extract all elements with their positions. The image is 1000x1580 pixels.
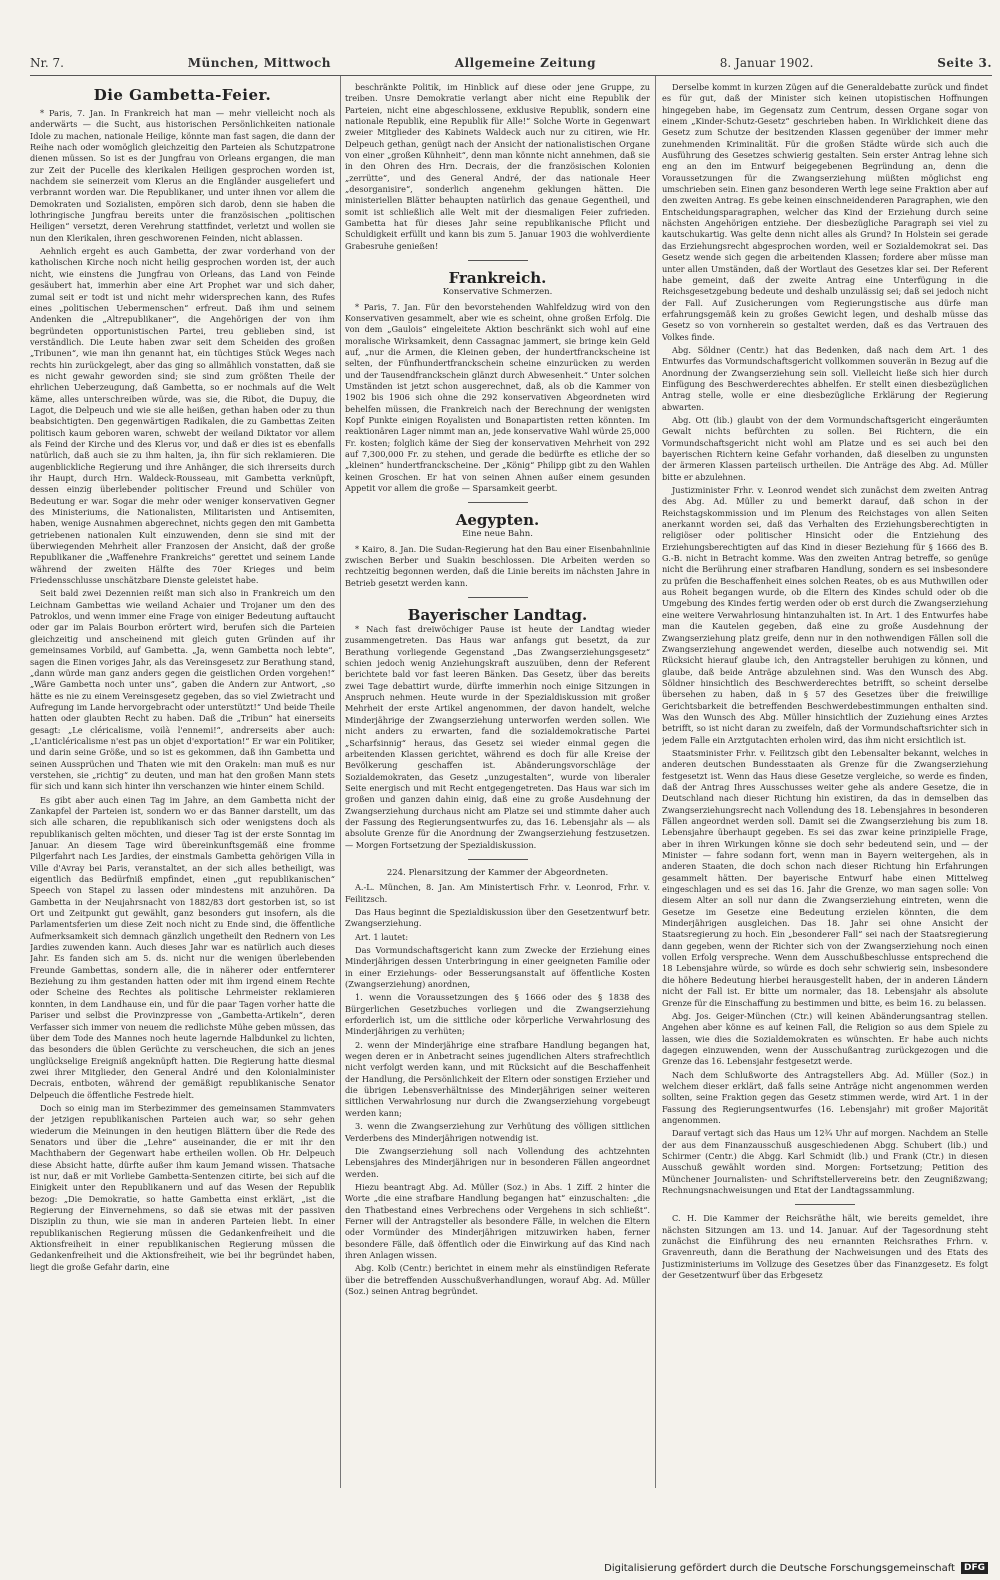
paragraph: Abg. Söldner (Centr.) hat das Bedenken, daß nach dem Art. 1 des Entwurfes das Vormundschaftsgericht vollkommen souverän in Bezug auf die Anordnung der Zwangserziehung sein soll. Vielleicht ließe sich hier durch Einfügung des Beschwerderechtes abhelfen. Er stellt einen diesbezüglichen Antrag stelle, wolle er eine diesbezügliche Erklärung der Regierung abwarten. [662, 344, 988, 412]
paragraph: Das Vormundschaftsgericht kann zum Zwecke der Erziehung eines Minderjährigen dessen Unterbringung in einer geeigneten Familie oder in einer Erziehungs- oder Besserungsanstalt auf öffentliche Kosten (Zwangserziehung) anordnen, [345, 945, 650, 990]
paragraph: Darauf vertagt sich das Haus um 12¾ Uhr auf morgen. Nachdem an Stelle der aus dem Finanzausschuß ausgeschiedenen Abgg. Schubert (lib.) und Schirmer (Centr.) die Abgg. Karl Schmidt (lib.) und Frank (Ctr.) in diesen Ausschuß gewählt worden sind. Morgen: Fortsetzung; Petition des Münchener Journalisten- und Schriftstellervereins betr. den Zeugnißzwang; Rechnungsnachweisungen und Etat der Landtagssammlung. [662, 1128, 988, 1195]
dfg-logo: DFG [961, 1562, 988, 1574]
section-title-frankreich: Frankreich. [448, 269, 547, 288]
paragraph: * Nach fast dreiwöchiger Pause ist heute der Landtag wieder zusammengetreten. Das Haus war anfangs gut besetzt, da zur Berathung vorliegende Gegenstand „Das Zwangserziehungsgesetz“ schien jedoch wenig Anziehungskraft auszuüben, denn der Referent berichtete bald vor fast leeren Bänken. Das Gesetz, über das bereits zwei Tage debattirt wurde, dürfte immerhin noch einige Sitzungen in Anspruch nehmen. Heute wurde in der Spezialdiskussion mit großer Mehrheit der erste Artikel angenommen, der davon handelt, welche Minderjährige der Zwangserziehung unterworfen werden sollen. Wie nicht anders zu erwarten, fand die sozialdemokratische Partei „Scharfsinnig“ heraus, das Gesetz sei wieder einmal gegen die arbeitenden Klassen gerichtet, während es doch für alle Kreise der Bevölkerung geschaffen ist. Abänderungsvorschläge der Sozialdemokraten, das Gesetz „unzugestalten“, wurde von liberaler Seite energisch und mit Recht entgegengetreten. Das Haus war sich im großen und ganzen dahin einig, daß eine zu große Ausdehnung der Zwangserziehung durchaus nicht am Platze sei und stimmte daher auch der Fassung des Regierungsentwurfes zu, das 16. Lebensjahr als — als absolute Grenze für die Anordnung der Zwangserziehung festzusetzen. — Morgen Fortsetzung der Spezialdiskussion. [345, 624, 650, 850]
masthead: Allgemeine Zeitung [454, 56, 596, 70]
section-rule [795, 1204, 855, 1205]
paragraph: Seit bald zwei Dezennien reißt man sich also in Frankreich um den Leichnam Gambettas wie weiland Achaier und Trojaner um den des Patroklos, und wenn immer eine Frage von einiger Bedeutung auftaucht oder gar im Palais Bourbon erörtert wird, berufen sich die Parteien gleichzeitig und anscheinend mit gleich guten Gründen auf ihr gemeinsames Vorbild, auf Gambetta. „Ja, wenn Gambetta noch lebte“, sagen die Einen voriges Jahr, als das Vereinsgesetz zur Berathung stand, „dann würde man ganz anders gegen die geistlichen Orden vorgehen!“ „Wäre Gambetta noch unter uns“, gaben die Andern zur Antwort, „so hätte es nie zu einem Vereinsgesetz gegeben, das so viel Zwietracht und Aufregung im Lande hervorgebracht oder unterstützt!“ Und beide Theile hatten oder glaubten Recht zu haben. Daß die „Tribun“ hat einerseits gesagt: „Le cléricalisme, voilà l'ennemi!“, andrerseits aber auch: „L'anticléricalisme n'est pas un objet d'exportation!“ Er war ein Politiker, und darin seine Größe, und so ist es gekommen, daß ihn Gambetta und seinen Aussprüchen und Thaten wie mit den Orakeln: man muß es nur verstehen, sie „richtig“ zu deuten, und man hat den großen Mann stets für sich und kann sich hinter ihn verschanzen wie hinter einem Schild. [30, 588, 335, 792]
paragraph: 3. wenn die Zwangserziehung zur Verhütung des völligen sittlichen Verderbens des Minderjährigen notwendig ist. [345, 1121, 650, 1143]
paragraph: Hiezu beantragt Abg. Ad. Müller (Soz.) in Abs. 1 Ziff. 2 hinter die Worte „die eine strafbare Handlung begangen hat“ einzuschalten: „die den Thatbestand eines Verbrechens oder Vergehens in sich schließt“. Ferner will der Antragsteller als besondere Fälle, in welchen die Eltern oder Vormünder des Minderjährigen mitzuwirken haben, ferner besondere Fälle, daß öffentlich oder die Einwirkung auf das Kind nach ihren Anlagen wissen. [345, 1181, 650, 1260]
paragraph: * Kairo, 8. Jan. Die Sudan-Regierung hat den Bau einer Eisenbahnlinie zwischen Berber und Suakin beschlossen. Die Arbeiten werden so rechtzeitig begonnen werden, daß die Linie bereits im nächsten Jahre in Betrieb gesetzt werden kann. [345, 543, 650, 588]
paragraph: Es gibt aber auch einen Tag im Jahre, an dem Gambetta nicht der Zankapfel der Parteien ist, sondern wo er das Banner darstellt, um das sich alle scharen, die republikanisch sich oder wenigstens doch als republikanisch gelten möchten, und dieser Tag ist der erste Sonntag im Januar. An diesem Tage wird übereinkunftsgemäß eine fromme Pilgerfahrt nach Les Jardies, der einstmals Gambetta gehörigen Villa in Ville d'Avray bei Paris, veranstaltet, an der sich alles betheiligt, was eigentlich das Bedürfniß empfindet, einen „gut republikanischen“ Speech von Stapel zu lassen oder mindestens mit anzuhören. Da Gambetta in der Neujahrsnacht von 1882/83 dort gestorben ist, so ist Ort und Zeitpunkt gut gewählt, ganz besonders gut insofern, als die Parlamentsferien um diese Zeit noch nicht zu Ende sind, die öffentliche Aufmerksamkeit sich demnach gänzlich ungetheilt den Rednern von Les Jardies zuwenden kann. Auch dieses Jahr war es natürlich auch dieses Jahr. Es fanden sich am 5. ds. nicht nur die wenigen überlebenden Freunde Gambettas, sondern alle, die in näherer oder entfernterer Beziehung zu ihm gestanden hatten oder mit ihm irgend einem Rechte oder Scheine des Rechtes als politische Lehrmeister reklamieren konnten, in dem Landhause ein, und für die paar Tagen vorher hatte die Pariser und selbst die Provinzpresse von „Gambetta-Artikeln“, deren Verfasser sich immer von neuem die redlichste Mühe geben müssen, das über dem Tode des Mannes noch heute lagernde Halbdunkel zu lichten, das besonders die üblen Gerüchte zu verscheuchen, die sich an jenes unglückselige Ereigniß angeknüpft hatten. Die Regierung hatte diesmal zwei ihrer Mitglieder, den General André und den Kolonialminister Decrais, entboten, während der gemäßigt republikanische Senator Delpeuch die öffentliche Festrede hielt. [30, 794, 335, 1100]
paragraph: 2. wenn der Minderjährige eine strafbare Handlung begangen hat, wegen deren er in Anbetracht seines jugendlichen Alters strafrechtlich nicht verfolgt werden kann, und mit Rücksicht auf die Beschaffenheit der Handlung, die Persönlichkeit der Eltern oder sonstigen Erzieher und die übrigen Lebensverhältnisse des Minderjährigen seiner weiteren sittlichen Verwahrlosung nur durch die Zwangserziehung vorgebeugt werden kann; [345, 1039, 650, 1118]
paragraph: Abg. Kolb (Centr.) berichtet in einem mehr als einstündigen Referate über die betreffenden Ausschußverhandlungen, worauf Abg. Ad. Müller (Soz.) seinen Antrag begründet. [345, 1263, 650, 1296]
paragraph: Abg. Jos. Geiger-München (Ctr.) will keinen Abänderungsantrag stellen. Angehen aber könne es auf keinen Fall, die Religion so aus dem Spiele zu lassen, wie dies die Sozialdemokraten es wünschten. Er habe auch nichts dagegen einzuwenden, wenn der Ausschußantrag zurückgezogen und die Grenze das 16. Lebensjahr festgesetzt werde. [662, 1010, 988, 1067]
paragraph: Justizminister Frhr. v. Leonrod wendet sich zunächst dem zweiten Antrag des Abg. Ad. Müller zu und bemerkt darauf, daß schon in der Reichstagskommission und im Plenum des Reichstages von allen Seiten anerkannt worden sei, daß das Verhalten des Erziehungsberechtigten in religiöser oder politischer Hinsicht oder die Entziehung des Erziehungsberechtigten auf das Kind in dieser Beziehung für § 1666 des B. G.-B. nicht in Betracht komme. Was den zweiten Antrag betreffe, so genüge nicht die Berührung einer strafbaren Handlung, sondern es sei insbesondere zu prüfen die Beschaffenheit eines solchen Reates, ob es aus Muthwillen oder aus Roheit begangen wurde, ob die Eltern des Kindes schuld oder ob die Umgebung des Kindes fertig werden oder ob erst durch die Zwangserziehung eine weitere Verwahrlosung hintanzuhalten ist. In Art. 1 des Entwurfes habe man die Kautelen gegeben, daß eine zu große Ausdehnung der Zwangserziehung platz greife, denn nur in den nothwendigen Fällen soll die Zwangserziehung angewendet werden, dieselbe auch notwendig sei. Mit Rücksicht hierauf glaube ich, den Antragsteller beruhigen zu können, und glaube, daß beide Anträge abzulehnen sind. Was den Wunsch des Abg. Söldner hinsichtlich des Beschwerderechtes betrifft, so scheint derselbe übersehen zu haben, daß in § 57 des Gesetzes über die freiwillige Gerichtsbarkeit die betreffenden Beschwerdebestimmungen enthalten sind. Was den Wunsch des Abg. Müller hinsichtlich der Zuziehung eines Arztes betrifft, so ist nicht daran zu zweifeln, daß der Vormundschaftsrichter sich in jedem Falle ein Arztgutachten erholen wird, das ihm nicht ersichtlich ist. [662, 485, 988, 745]
article-title-gambetta: Die Gambetta-Feier. [93, 86, 272, 104]
paragraph: Derselbe kommt in kurzen Zügen auf die Generaldebatte zurück und findet es für gut, daß der Minister sich keinen utopistischen Hoffnungen hingegeben habe, im Gegensatz zum Centrum, dessen Organe sogar von einem „Kinder-Schutz-Gesetz“ geschrieben haben. In Wirklichkeit diene das Gesetz zum Schutze der besitzenden Klassen gegenüber der immer mehr zunehmenden Kriminalität. Für die großen Städte würde sich auch die Ausführung des Gesetzes schwierig gestalten. Sein erster Antrag lehne sich eng an den im Entwurf beigegebenen Begründung an, denn die Voraussetzungen für die Zwangserziehung müßten möglichst eng umschrieben sein. Einen ganz besonderen Werth lege seine Fraktion aber auf den zweiten Antrag. Es gebe keinen einschneidenderen Paragraphen, wie den Entscheidungsparagraphen, welcher das Kind der Erziehung durch seine nächsten Angehörigen entziehe. Der diesbezügliche Paragraph sei viel zu kautschukartig. Was gelte denn nicht alles als Grund? In Holstein sei gerade das Erziehungsrecht abgesprochen worden, weil er Sozialdemokrat sei. Das Gesetz wende sich gegen die arbeitenden Klassen; fordere aber müsse man unter allen Umständen, daß der Wortlaut des Gesetzes klar sei. Der Referent habe gemeint, daß der zweite Antrag eine Unterfügung in die Reichsgesetzgebung bedeute und deshalb unzulässig sei; daß sei jedoch nicht der Fall. Auf Zusicherungen vom Regierungstische aus dürfe man erfahrungsgemäß kein zu großes Gewicht legen, und deshalb müsse das Gesetz so von vornherein so gestaltet werden, daß es das Vertrauen des Volkes finde. [662, 82, 988, 342]
section-rule [468, 260, 528, 261]
digitization-footer [0, 1556, 1000, 1580]
paragraph: Das Haus beginnt die Spezialdiskussion über den Gesetzentwurf betr. Zwangserziehung. [345, 906, 650, 929]
section-subtitle: Konservative Schmerzen. [442, 287, 553, 298]
issue-date: 8. Januar 1902. [719, 56, 814, 70]
column-2 [345, 82, 650, 1482]
section-title-landtag: Bayerischer Landtag. [407, 606, 588, 625]
paragraph: Abg. Ott (lib.) glaubt von der dem Vormundschaftsgericht eingeräumten Gewalt nichts befürchten zu sollen. Bei Richtern, die ein Vormundschaftsgericht nicht wohl am Platze und es sei auch bei den bayerischen Richtern keine Gefahr vorhanden, daß dieselben zu ungunsten der ärmeren Klassen parteiisch urtheilen. Die Anträge des Abg. Ad. Müller bitte er abzulehnen. [662, 414, 988, 482]
place-date-line: München, Mittwoch [187, 56, 332, 70]
paragraph: Doch so einig man im Sterbezimmer des gemeinsamen Stammvaters der jetzigen republikanischen Parteien auch war, so sehr gehen wiederum die Meinungen in den heutigen Blättern über die Rede des Senators und über die „Lehre“ auseinander, die er mit ihr den Machthabern der Gegenwart habe ertheilen wollen. Ob Hr. Delpeuch diese Absicht hatte, dürfte außer ihm kaum Jemand wissen. Thatsache ist nur, daß er mit Vorliebe Gambetta-Sentenzen citirte, bei sich auf die Einigkeit unter den Republikanern und auf das Wesen der Republik bezog: „Die Demokratie, so hatte Gambetta einst erklärt, „ist die Regierung der Einvernehmens, so daß sie etwas mit der passiven Disziplin zu thun, wie sie man in anderen Parteien liebt. In einer republikanischen Regierung müssen die Gedankenfreiheit und die Aktionsfreiheit in einer republikanischen Regierung müssen die Gedankenfreiheit und die Aktionsfreiheit, wie bei ihr begründet haben, liegt die große Gefahr darin, eine [30, 1102, 335, 1272]
footer-text: Digitalisierung gefördert durch die Deutsche Forschungsgemeinschaft [604, 1562, 955, 1574]
page-header [30, 52, 992, 74]
issue-number: Nr. 7. [30, 56, 64, 70]
section-subtitle: Eine neue Bahn. [462, 529, 533, 540]
paragraph: A.-L. München, 8. Jan. Am Ministertisch Frhr. v. Leonrod, Frhr. v. Feilitzsch. [345, 882, 650, 904]
paragraph: Staatsminister Frhr. v. Feilitzsch gibt den Lebensalter bekannt, welches in anderen deutschen Bundesstaaten als Grenze für die Zwangserziehung festgesetzt ist. Wenn das Haus diese Gesetze vergleiche, so werde es finden, daß der Antrag Ihres Ausschusses weiter gehe als andere Gesetze, die in Deutschland nach dieser Richtung hin existiren, da das in demselben das Zwangserziehungsrecht nach Vollendung des 18. Lebensjahres in besonderen Fällen angeordnet werden soll. Damit sei die Zwangserziehung bis zum 18. Lebensjahre überhaupt gegeben. Es sei das zwar keine prinzipielle Frage, aber in ihren Wirkungen könne sie doch sehr bedeutend sein, und — der Minister — fahre sodann fort, wenn man in Bayern weitergehen, als in anderen Staaten, die doch schon nach dieser Richtung hin Erfahrungen gesammelt hätten. Der bayerische Entwurf habe einen Mittelweg eingeschlagen und es sei das 16. Jahr die Grenze, wo man sagen solle: Von diesem Alter an soll nur dann die Zwangserziehung eintreten, wenn die Gesetze im Gesetze eine Bedeutung erzielen könnten, die dem Minderjährigen ausgleichen. Das 18. Jahr sei ohne Ansicht der Staatsregierung zu hoch. Ein „besonderer Fall“ sei nach der Staatsregierung dann gegeben, wenn der Richter sich von der Zwangserziehung noch einen vollen Erfolg verspreche. Wenn dem Ausschußbeschlusse entsprechend die 18 Lebensjahre würde, so würde es doch sehr schwierig sein, insbesondere die höhere Bedeutung hierbei herausgestellt haben, der in anderen Ländern nicht der Fall ist. Er bitte um normaler, das 18. Lebensjahr als absolute Grenze für die Einschaffung zu bestimmen und bitte, es beim 16. zu belassen. [662, 747, 988, 1008]
section-title-aegypten: Aegypten. [455, 511, 540, 530]
paragraph: Art. 1 lautet: [355, 931, 409, 942]
column-3 [662, 82, 988, 1482]
paragraph: beschränkte Politik, im Hinblick auf diese oder jene Gruppe, zu treiben. Unsre Demokratie verlangt aber nicht eine Republik der Parteien, nicht eine abgeschlossene, exklusive Republik, sondern eine nationale Republik, eine Republik für Alle!“ Solche Worte in Gegenwart zweier Mitglieder des Kabinets Waldeck auch nur zu citiren, wie Hr. Delpeuch gethan, genügt nach der Ansicht der nationalistischen Organe von einer „großen Kühnheit“, denn man könnte nicht annehmen, daß sie in den Ohren des Hrn. Decrais, der die französischen Kolonien „zerrütte“, und des General André, der das nationale Heer „desorganisire“, sonderlich angenehm geklungen hätten. Die ministeriellen Blätter behaupten natürlich das genaue Gegentheil, und somit ist schließlich alle Welt mit der diesmaligen Feier zufrieden. Gambetta hat für dieses Jahr seine republikanische Pflicht und Schuldigkeit erfüllt und kann bis zum 5. Januar 1903 die wohlverdiente Grabesruhe genießen! [345, 82, 650, 251]
paragraph: C. H. Die Kammer der Reichsräthe hält, wie bereits gemeldet, ihre nächsten Sitzungen am 13. und 14. Januar. Auf der Tagesordnung steht zunächst die Einführung des neu ernannten Reichsrathes Frhrn. v. Gravenreuth, dann die Berathung der Nachweisungen und des Etats des Justizministeriums im Vollzuge des Gesetzes über das Finanzgesetz. Es folgt der Gesetzentwurf über das Erbgesetz [662, 1213, 988, 1281]
section-rule [468, 597, 528, 598]
paragraph: Aehnlich ergeht es auch Gambetta, der zwar vorderhand von der katholischen Kirche noch nicht heilig gesprochen worden ist, der auch nicht, wie einstens die Jungfrau von Orleans, das Land von Feinde gesäubert hat, immerhin aber eine Art Prophet war und sich daher, zumal seit er todt ist und nicht mehr widersprechen kann, des Rufes eines „politischen Uebermenschen“ erfreut. Daß ihm und seinem Andenken die „Altrepublikaner“, die Angehörigen der von ihm begründeten opportunistischen Partei, treu geblieben sind, ist verständlich. Die Leute haben zwar seit dem Scheiden des großen „Tribunen“, wie man ihn genannt hat, ein tüchtiges Stück Weges nach rechts hin zurückgelegt, aber das ging so allmählich vonstatten, daß sie es nicht gewahr geworden sind; sie sind zum größten Theile der ehrlichen Ueberzeugung, daß Gambetta, so er nochmals auf die Welt käme, alles unterschreiben würde, was sie, die Ribot, die Dupuy, die Lagot, die Delpeuch und wie sie alle heißen, gethan haben oder zu thun beabsichtigten. Den gegenwärtigen Radikalen, die zu Gambettas Zeiten politisch kaum geboren waren, schwebt der weiland Diktator vor allem als Feind der Kirche und des Klerus vor, und daß er dies ist es ebenfalls natürlich, daß auch sie zu ihm halten, ja, ihn für sich reklamieren. Die augenblickliche Regierung und ihre Anhänger, die sich ihrerseits durch ihr Haupt, durch Hrn. Waldeck-Rousseau, mit Gambetta verknüpft, dessen einzig überlebender politischer Freund und Schüler von Bedeutung er war. Sogar die mehr oder weniger konservativen Gegner des Ministeriums, die Nationalisten, Militaristen und Antisemiten, haben, wenige Ausnahmen abgerechnet, nichts gegen den mit Gambetta getriebenen nationalen Kult einzuwenden, denn sie sind mit der überwiegenden Mehrheit aller Franzosen der Ansicht, daß der große Republikaner die „Waffenehre Frankreichs“ gerettet und seinem Lande während der zweiten Hälfte des 70er Krieges und beim Friedensschlusse unschätzbare Dienste geleistet habe. [30, 246, 335, 586]
paragraph: Nach dem Schlußworte des Antragstellers Abg. Ad. Müller (Soz.) in welchem dieser erklärt, daß falls seine Anträge nicht angenommen werden sollten, seine Fraktion gegen das Gesetz stimmen werde, wird Art. 1 in der Fassung des Regierungsentwurfes (16. Lebensjahr) mit großer Majorität angenommen. [662, 1069, 988, 1125]
paragraph: 1. wenn die Voraussetzungen des § 1666 oder des § 1838 des Bürgerlichen Gesetzbuches vorliegen und die Zwangserziehung erforderlich ist, um die sittliche oder körperliche Verwahrlosung des Minderjährigen zu verhüten; [345, 992, 650, 1037]
session-heading: 224. Plenarsitzung der Kammer der Abgeordneten. [386, 867, 609, 878]
section-rule [468, 502, 528, 503]
paragraph: * Paris, 7. Jan. Für den bevorstehenden Wahlfeldzug wird von den Konservativen gesammelt, aber wie es scheint, ohne großen Erfolg. Die von dem „Gaulois“ eingeleitete Aktion beschränkt sich wohl auf eine moralische Wirksamkeit, denn Cassagnac jammert, sie bringe kein Geld auf, „nur die Armen, die Kleinen geben, der hundertfranckscheine ist selten, der Fünfhundertfranckschein scheine einzurücken zu werden und der Tausendfranckschein glänzt durch Abwesenheit.“ Unter solchen Umständen ist jetzt schon ausgerechnet, daß, als ob die Kammer von 1902 bis 1906 sich ohne die 292 konservativen Abgeordneten wird behelfen müssen, die Frankreich nach der Berechnung der wenigsten Kopf Punkte einigen Royalisten und Bonapartisten retten könnten. Im reaktionären Lager nimmt man an, jede konservative Wahl würde 25,000 Fr. kosten; folglich käme der Sieg der konservativen Mehrheit von 292 auf 7,300,000 Fr. zu stehen, und gerade die bedürfte es etliche der so „kleinen“ hundertfranckscheine. Der „König“ Philipp gibt zu den Wahlen keinen Groschen. Er hat von seinen Ahnen außer einem gesunden Appetit vor allem die große — Sparsamkeit geerbt. [345, 301, 650, 493]
page-number: Seite 3. [937, 56, 992, 70]
paragraph: Die Zwangserziehung soll nach Vollendung des achtzehnten Lebensjahres des Minderjährigen nur in besonderen Fällen angeordnet werden. [345, 1145, 650, 1179]
section-rule [468, 859, 528, 860]
column-divider [655, 76, 656, 1488]
header-rule [30, 75, 992, 76]
column-1 [30, 82, 335, 1482]
column-divider [340, 76, 341, 1488]
paragraph: * Paris, 7. Jan. In Frankreich hat man — mehr vielleicht noch als anderwärts — die Sucht, aus historischen Persönlichkeiten nationale Idole zu machen, nationale Heilige, könnte man fast sagen, die dann der Reihe nach oder womöglich gleichzeitig den Parteien als Schutzpatrone dienen müssen. So ist es der Jungfrau von Orleans ergangen, die man zur Zeit der Pucelle des klerikalen Heiligen gesprochen worden ist, nachdem sie seinerzeit vom Klerus an die Engländer ausgeliefert und verbrannt worden war. Die Republikaner, und unter ihnen vor allem die Demokraten und Sozialisten, empören sich darob, denn sie haben die lothringische Jungfrau bereits unter die französischen „politischen Heiligen“ versetzt, deren Verehrung stattfindet, verletzt und wollen sie nun den Klerikalen, ihren geschworenen Feinden, nicht ablassen. [30, 108, 335, 243]
